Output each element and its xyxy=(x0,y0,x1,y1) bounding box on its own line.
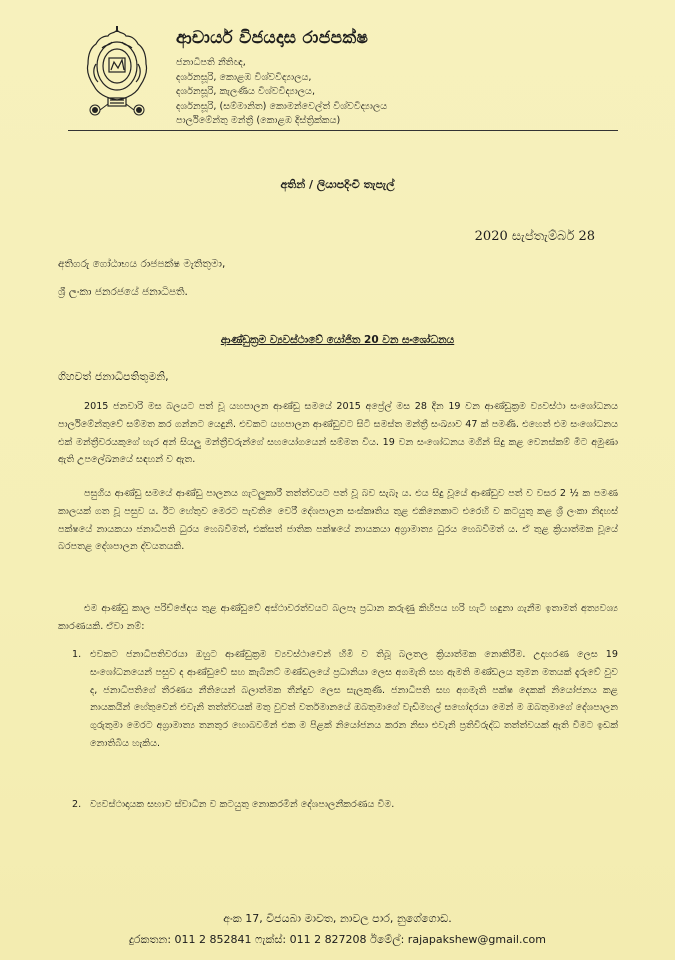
salutation: ගිහවත් ජනාධිපතිතුමනි, xyxy=(58,370,169,383)
list-number: 2. xyxy=(72,799,82,810)
list-item xyxy=(72,646,618,753)
sri-lanka-emblem xyxy=(82,24,152,116)
body-paragraph: 2015 ජනවාරි මස බලයට පත් වූ යහපාලන ආණ්ඩු සමයේ 2015 අප්‍රේල් මස 28 දින 19 වන ආණ්ඩුක්‍රම ව්‍යවස්ථා සංශෝධනය පාර්ලිමේන්තුවේ සම්මත කර ගන්නට යෙදුනි. එවකට යහපාලන ආණ්ඩුවට සිටි සමස්ත මන්ත්‍රී සංඛ්‍යාව 47 ක් පමණි. එහෙත් එම සංශෝධනය එක් මන්ත්‍රීවරයකුගේ හැර අන් සියලු මන්ත්‍රීවරුන්ගේ සහයෝගයෙන් සම්මත විය. 19 වන සංශෝධනය මගින් සිදු කළ වෙනස්කම් මීට අමුණා ඇති උපලේඛනයේ සඳහන් ව ඇත. xyxy=(58,401,618,466)
recipient-title: ශ්‍රී ලංකා ජනරජයේ ජනාධිපති. xyxy=(58,286,188,298)
letter-date: 2020 සැප්තැම්බර් 28 xyxy=(474,229,595,244)
letterhead-name: ආචාර්ය විජයදාස රාජපක්ෂ xyxy=(176,28,369,48)
letterhead-line: දර්ශනසූරි, (සම්මානිත) කොමන්වෙල්ත් විශ්වවිද්‍යාලය xyxy=(176,100,388,112)
letterhead-line: දර්ශනසූරි, කොළඹ විශ්වවිද්‍යාලය, xyxy=(176,71,312,83)
recipient-name: අතිගරු ගෝඨාභය රාජපක්ෂ මැතිතුමා, xyxy=(58,258,226,270)
letterhead-line: දර්ශනසූරි, කැලණිය විශ්වවිද්‍යාලය, xyxy=(176,86,316,98)
list-number: 1. xyxy=(72,649,82,660)
list-text: එවකට ජනාධිපතිවරයා ඔහුට ආණ්ඩුක්‍රම ව්‍යවස්ථාවෙන් හිමි ව තිබූ බලතල ක්‍රියාත්මක නොකිරීම. උදාහරණ ලෙස 19 සංශෝධනයෙන් පසුව ද ආණ්ඩුවේ සහ කැබිනට් මණ්ඩලයේ ප්‍රධානියා ලෙස අගමැති සහ ඇමති මණ්ඩලය තුමන මතයක් දැරුවේ වුව ද, ජනාධිපතිගේ තීරණය නීතියෙන් බලාත්මක තීන්දුව ලෙස සැලකුණි. ජනාධිපති සහ අගමැති පක්ෂ දෙකක් නියෝජනය කළ නායකයින් හේතුවෙන් එවැනි තත්ත්වයක් මතු වුවත් වර්තමානයේ ඔබතුමාගේ වැඩිමහල් සහෝදරයා මෙන් ම ඔබතුමාගේ දේශපාලන ගුරුතුමා මෙරට අග්‍රාමාත්‍ය තනතුර හොබවමින් එක ම පිළක් නියෝජනය කරන නිසා එවැනි ප්‍රතිවිරුද්ධ තත්ත්වයක් ඇති වීමට ඉඩක් නොතිබිය හැකිය. xyxy=(90,649,618,749)
body-paragraph: එම ආණ්ඩු කාල පරිච්ඡේදය තුළ ආණ්ඩුවේ අස්ථාවරත්වයට බලපෑ ප්‍රධාන කරුණු කිහිපය හරි හැටි හඳුනා ගැනීම ඉතාමත් අත්‍යවශ්‍ය කාරණයකි. ඒවා නම්: xyxy=(58,603,618,632)
letter-subject: ආණ්ඩුක්‍රම ව්‍යවස්ථාවේ යෝජිත 20 වන සංශෝධනය xyxy=(220,334,455,346)
letterhead-divider xyxy=(68,130,618,131)
list-item xyxy=(72,796,618,814)
letterhead-line: පාර්ලිමේන්තු මන්ත්‍රී (කොළඹ දිස්ත්‍රික්කය) xyxy=(176,115,341,127)
letterhead-titles xyxy=(176,56,387,129)
body-paragraph: පසුගිය ආණ්ඩු සමයේ ආණ්ඩු පාලනය ගැටලුකාරී තත්ත්වයට පත් වූ බව සැබෑ ය. එය සිදු වූයේ ආණ්ඩුව පත් ව වසර 2 ½ ක පමණ කාලයක් ගත වූ පසුව ය. ඊට හේතුව මෙරට පැවති ෙවෙරී දේශපාලන සංස්කෘතිය තුළ එකිනෙකාට එරෙහි ව කටයුතු කළ ශ්‍රී ලංකා නිදහස් පක්ෂයේ නායකයා ජනාධිපති ධුරය හෙබවීමත්, එක්සත් ජාතික පක්ෂයේ නායකයා අග්‍රාමාත්‍ය ධුරය හෙබවීමත් ය. ඒ තුළ ක්‍රියාත්මක වූයේ බරපතළ දේශපාලන ද්වයතයකි. xyxy=(58,488,618,553)
footer-contact: දුරකතන: 011 2 852841 ෆැක්ස්: 011 2 827208 ඊමේල්: rajapakshew@gmail.com xyxy=(129,933,546,946)
list-text: ව්‍යවස්ථාදායක සභාව ස්වාධීන ව කටයුතු නොකරමින් දේශපාලනීකරණය වීම. xyxy=(90,799,395,810)
footer-address: අංක 17, විජයබා මාවත, නාවල පාර, නුගේගොඩ. xyxy=(223,912,452,925)
delivery-reference: අතින් / ලියාපදිංචි තැපැල් xyxy=(280,178,395,191)
letterhead-line: ජනාධිපති නීතිඥ, xyxy=(176,57,246,68)
